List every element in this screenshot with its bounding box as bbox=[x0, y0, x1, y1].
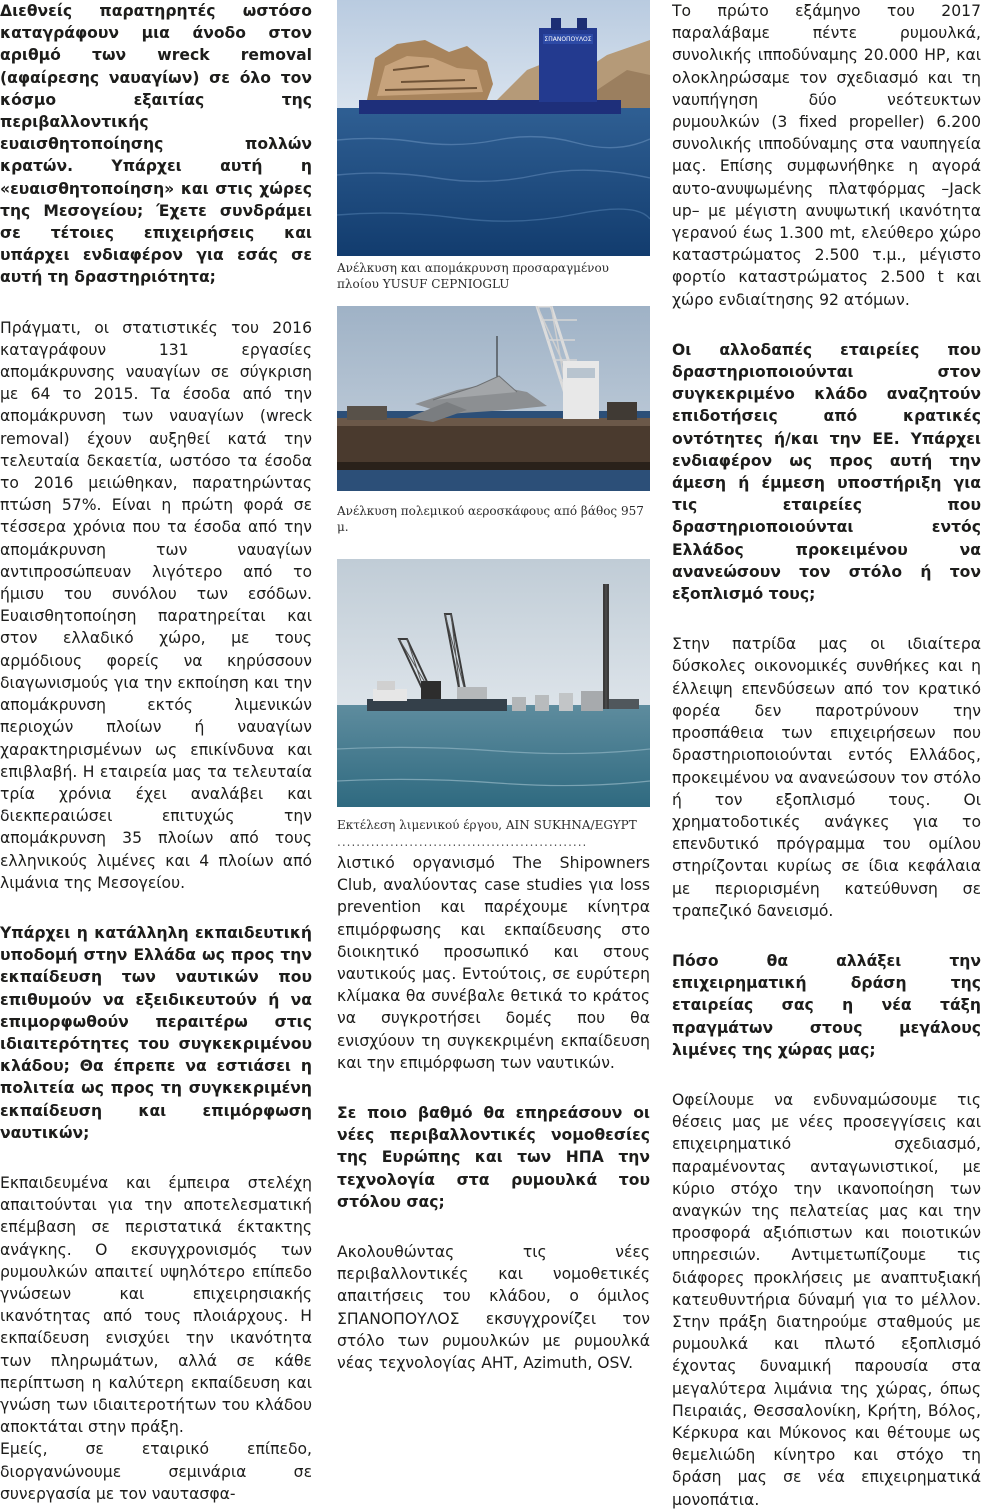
aircraft-recovery-image bbox=[337, 306, 650, 491]
photo-wreck-barge bbox=[337, 0, 650, 256]
question-subsidies: Οι αλλοδαπές εταιρείες που δραστηριοποιούνται στον συγκεκριμένο κλάδο αναζητούν επιδοτήσεις από κρατικές οντότητες ή/και την ΕΕ. Υπάρχει ενδιαφέρον ως προς αυτή την άμεση ή έμμεση υποστήριξη για τις εταιρείες που δραστηριοποιούνται εντός Ελλάδος προκειμένου να ανανεώσουν τον στόλο ή τον εξοπλισμό τους; bbox=[672, 340, 981, 604]
answer-fleet-renewal: Το πρώτο εξάμηνο του 2017 παραλάβαμε πέντε ρυμουλκά, συνολικής ιπποδύναμης 20.000 HP, και ολοκληρώσαμε τον σχεδιασμό και τη ναυπήγηση δύο νεότευκτων ρυμουλκών (3 fixed propeller) 6.200 συνολικής ιπποδύναμης στα ναυπηγεία μας. Επίσης συμφωνήθηκε η αγορά αυτο-ανυψωμένης πλατφόρμας –Jack up– με μέγιστη ανυψωτική ικανότητα γερανού έως 1.300 mt, ελεύθερο χώρο καταστρώματος 2.500 τ.μ., μέγιστο φορτίο καταστρώματος 2.500 t και χώρο ενδιαίτησης 92 ατόμων. bbox=[672, 2, 981, 309]
caption-port-construction: Εκτέλεση λιμενικού έργου, AIN SUKHNA/EGYPT bbox=[337, 818, 637, 832]
answer-ports: Οφείλουμε να ενδυναμώσουμε τις θέσεις μας με νέες προσεγγίσεις και επιχειρηματικό σχεδιασμό, παραμένοντας ανταγωνιστικοί, με κύριο στόχο την ικανοποίηση των αναγκών της πελατείας μας και την προσφορά αξιόπιστων και ποιοτικών υπηρεσιών. Αντιμετωπίζουμε τις διάφορες προκλήσεις με αναπτυξιακή κατευθυντήρια δύναμή για το μέλλον. Στην πράξη διατηρούμε σταθμούς με ρυμουλκά και πλωτό εξοπλισμό έχοντας δυναμική παρουσία στα μεγαλύτερα λιμάνια της χώρας, όπως Πειραιάς, Θεσσαλονίκη, Κρήτη, Βόλος, Κέρκυρα και Μύκονος και θέτουμε ως θεμελιώδη κίνητρο και στόχο τη δράση μας σε νέα επιχειρηματικά μονοπάτια. bbox=[672, 1090, 981, 1509]
question-wreck-removal: Διεθνείς παρατηρητές ωστόσο καταγράφουν μια άνοδο στον αριθμό των wreck removal (αφαίρεσης ναυαγίων) σε όλο τον κόσμο εξαιτίας της περιβαλλοντικής ευαισθητοποίησης πολλών κρατών. Υπάρχει αυτή η «ευαισθητοποίηση» και στις χώρες της Μεσογείου; Έχετε συνδράμει σε τέτοιες επιχειρήσεις και υπάρχει ενδιαφέρον για εσάς σε αυτή τη δραστηριότητα; bbox=[0, 2, 312, 287]
right-column bbox=[672, 0, 981, 1511]
answer-wreck-removal: Πράγματι, οι στατιστικές του 2016 καταγράφουν 131 εργασίες απομάκρυνσης ναυαγίων σε σύγκριση με 64 το 2015. Τα έσοδα από την απομάκρυνση των ναυαγίων (wreck removal) έχουν αυξηθεί κατά την τελευταία δεκαετία, ωστόσο τα έσοδα το 2016 μειώθηκαν, παρατηρώντας πτώση 57%. Είναι η πρώτη φορά σε τέσσερα χρόνια που τα έσοδα από την απομάκρυνση των ναυαγίων αντιπροσώπευαν λιγότερο από το ήμισυ του συνόλου των εσόδων. Ευαισθητοποίηση παρατηρείται και στον ελλαδικό χώρο, με τους αρμόδιους φορείς να κηρύσσουν διαγωνισμούς για την εκποίηση και την απομάκρυνση εκτός λιμενικών περιοχών πλοίων ή ναυαγίων χαρακτηρισμένων ως επικίνδυνα και επιβλαβή. Η εταιρεία μας τα τελευταία τρία χρόνια έχει αναλάβει και διεκπεραιώσει επιτυχώς την απομάκρυνση 35 πλοίων από τους ελληνικούς λιμένες και 4 πλοίων από λιμάνια της Μεσογείου. bbox=[0, 318, 312, 892]
caption-aircraft-recovery: Ανέλκυση πολεμικού αεροσκάφους από βάθος 957 μ. bbox=[337, 504, 644, 534]
answer-education-continued: λιστικό οργανισμό The Shipowners Club, αναλύοντας case studies για loss prevention και παρέχουμε κίνητρα επιμόρφωσης και εκπαίδευσης στο διοικητικό προσωπικό και στους ναυτικούς μας. Εντούτοις, σε ευρύτερη κλίμακα θα συνέβαλε θετικά το κράτος να συγκροτήσει δομές που θα ενισχύουν τη συγκεκριμένη εκπαίδευση και την επιμόρφωση των ναυτικών. bbox=[337, 854, 650, 1072]
left-column bbox=[0, 0, 312, 1505]
question-ports: Πόσο θα αλλάξει την επιχειρηματική δράση της εταιρείας σας η νέα τάξη πραγμάτων στους μεγάλους λιμένες της χώρας μας; bbox=[672, 951, 981, 1059]
photo-aircraft-recovery bbox=[337, 306, 650, 491]
port-construction-image bbox=[337, 559, 650, 807]
answer-subsidies: Στην πατρίδα μας οι ιδιαίτερα δύσκολες οικονομικές συνθήκες και η έλλειψη επενδύσεων από τον κρατικό φορέα δεν παροτρύνουν την προσπάθεια των επιχειρήσεων που δραστηριοποιούνται εντός Ελλάδος, προκειμένου να ανανεώσουν τον στόλο ή τον εξοπλισμό τους. Οι χρηματοδοτικές ανάγκες για το επενδυτικό πρόγραμμα του ομίλου στηρίζονται κυρίως σε ίδια κεφάλαια με περιορισμένη κατεύθυνση σε τραπεζικό δανεισμό. bbox=[672, 635, 981, 920]
wreck-barge-image bbox=[337, 0, 650, 256]
answer-education-part1: Εκπαιδευμένα και έμπειρα στελέχη απαιτούνται για την αποτελεσματική επέμβαση σε περιστατικά έκτακτης ανάγκης. Ο εκσυγχρονισμός των ρυμουλκών απαιτεί υψηλότερο επίπεδο γνώσεων και επιχειρησιακής ικανότητας από τους πλοιάρχους. Η εκπαίδευση ενισχύει την ικανότητα των πληρωμάτων, αλλά σε κάθε περίπτωση η καλύτερη εκπαίδευση και γνώση των ιδιαιτεροτήτων του κλάδου αποκτάται στην πράξη. bbox=[0, 1173, 312, 1437]
separator-dots: .................................................... bbox=[337, 835, 588, 849]
answer-education-part2: Εμείς, σε εταιρικό επίπεδο, διοργανώνουμε σεμινάρια σε συνεργασία με τον ναυτασφα- bbox=[0, 1440, 312, 1503]
caption-wreck-barge: Ανέλκυση και απομάκρυνση προσαραγμένου πλοίου YUSUF CEPNIOGLU bbox=[337, 261, 609, 291]
answer-environmental-laws: Ακολουθώντας τις νέες περιβαλλοντικές και νομοθετικές απαιτήσεις του κλάδου, ο όμιλος ΣΠΑΝΟΠΟΥΛΟΣ εκσυγχρονίζει τον στόλο των ρυμουλκών με ρυμουλκά νέας τεχνολογίας AHT, Azimuth, OSV. bbox=[337, 1243, 650, 1373]
question-environmental-laws: Σε ποιο βαθμό θα επηρεάσουν οι νέες περιβαλλοντικές νομοθεσίες της Ευρώπης και των ΗΠΑ την τεχνολογία στα ρυμουλκά του στόλου σας; bbox=[337, 1104, 650, 1211]
question-education: Υπάρχει η κατάλληλη εκπαιδευτική υποδομή στην Ελλάδα ως προς την εκπαίδευση των ναυτικών που επιθυμούν να εξειδικευτούν ή να επιμορφωθούν περαιτέρω στις ιδιαιτερότητες του συγκεκριμένου κλάδου; Θα έπρεπε να εστιάσει η πολιτεία ως προς τη συγκεκριμένη εκπαίδευση και επιμόρφωση ναυτικών; bbox=[0, 923, 312, 1142]
barge-name-label: ΣΠΑΝΟΠΟΥΛΟΣ bbox=[544, 36, 592, 43]
photo-port-construction bbox=[337, 559, 650, 807]
middle-column bbox=[337, 0, 650, 1374]
